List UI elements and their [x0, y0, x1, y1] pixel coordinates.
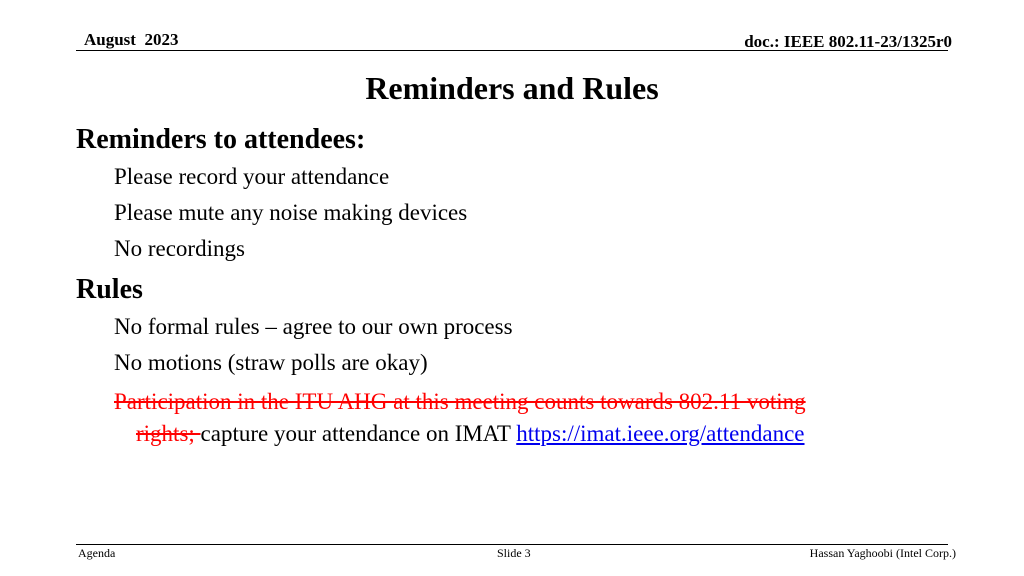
- header-doc-id: doc.: IEEE 802.11-23/1325r0: [744, 32, 952, 51]
- list-item: Please mute any noise making devices: [114, 200, 468, 225]
- footer-divider: [76, 544, 948, 545]
- footer-author: Hassan Yaghoobi (Intel Corp.): [809, 546, 956, 560]
- list-item: No recordings: [114, 236, 245, 261]
- slide-title: Reminders and Rules: [365, 70, 659, 106]
- list-item-attendance: [114, 386, 914, 450]
- imat-attendance-link[interactable]: https://imat.ieee.org/attendance: [516, 421, 805, 446]
- list-item: No formal rules – agree to our own process: [114, 314, 513, 339]
- section-heading-reminders: Reminders to attendees:: [76, 124, 366, 155]
- list-item: No motions (straw polls are okay): [114, 350, 428, 375]
- struck-text: rights;: [136, 421, 201, 446]
- attendance-text: capture your attendance on IMAT: [200, 421, 517, 446]
- slide-number: Slide 3: [497, 546, 531, 560]
- header-date: August 2023: [84, 30, 179, 49]
- footer-left: Agenda: [78, 546, 116, 560]
- struck-text: Participation in the ITU AHG at this meeting counts towards 802.11 voting: [114, 389, 806, 414]
- section-heading-rules: Rules: [76, 274, 143, 305]
- list-item: Please record your attendance: [114, 164, 390, 189]
- header-divider: [76, 50, 948, 51]
